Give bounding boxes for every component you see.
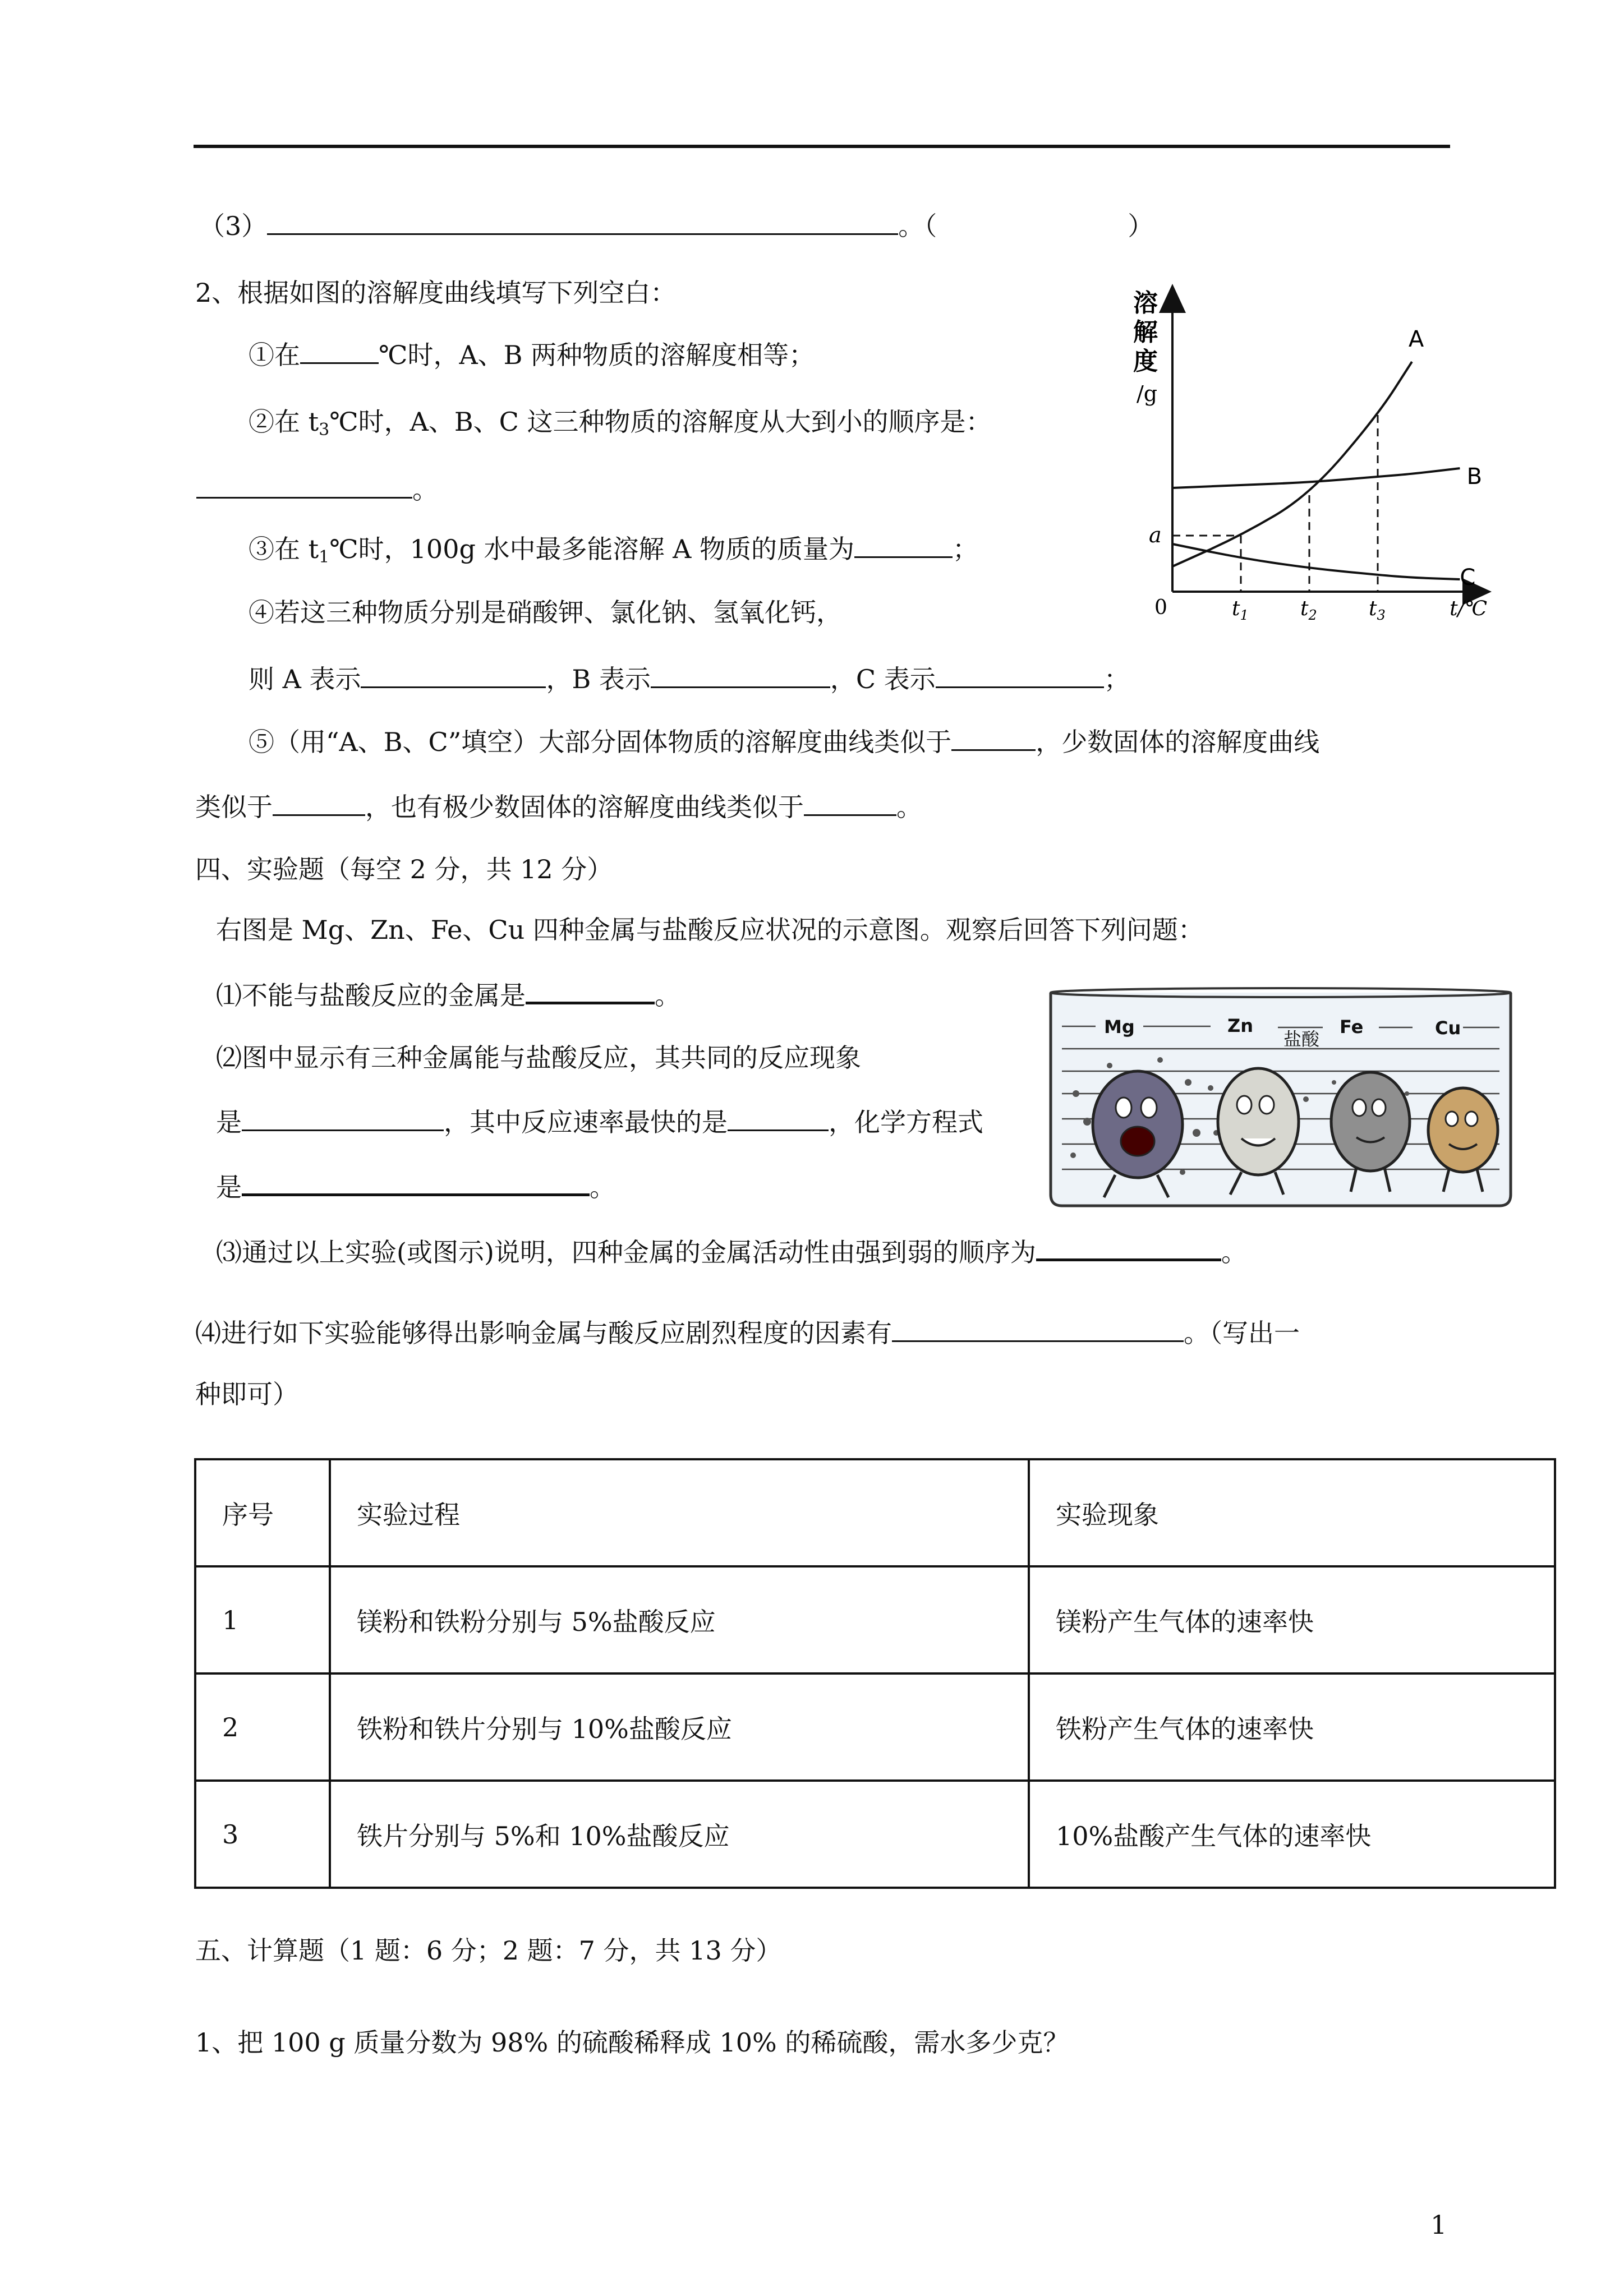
y-label-char: 解	[1133, 318, 1158, 347]
answer-blank[interactable]	[273, 790, 365, 816]
curve-C	[1172, 544, 1460, 579]
header-rule	[194, 145, 1450, 148]
cu-label: Cu	[1435, 1017, 1461, 1039]
answer-blank[interactable]	[361, 662, 546, 688]
metals-in-acid-illustration	[1042, 987, 1519, 1211]
table-header-cell: 序号	[195, 1459, 330, 1566]
table-header-cell: 实验过程	[330, 1459, 1029, 1566]
table-cell: 镁粉和铁粉分别与 5%盐酸反应	[330, 1566, 1029, 1673]
s4-q4: ⑷进行如下实验能够得出影响金属与酸反应剧烈程度的因素有 。（写出一	[195, 1316, 1300, 1350]
mg-label: Mg	[1104, 1016, 1135, 1038]
tick-label: $t_1$	[1232, 597, 1249, 623]
table-cell: 10%盐酸产生气体的速率快	[1029, 1781, 1555, 1888]
answer-blank[interactable]	[728, 1105, 829, 1131]
x-axis-label: t/℃	[1450, 597, 1487, 620]
fe-label: Fe	[1340, 1016, 1364, 1038]
acid-label: 盐酸	[1283, 1029, 1320, 1050]
solubility-chart	[1133, 283, 1492, 642]
s2-item3: ③在 $t_1℃$时，100g 水中最多能溶解 A 物质的质量为 ；	[249, 532, 978, 574]
answer-blank[interactable]	[526, 977, 655, 1004]
table-cell: 铁片分别与 5%和 10%盐酸反应	[330, 1781, 1029, 1888]
answer-blank[interactable]	[267, 209, 898, 235]
q3-line: （3） 。（ ）	[199, 209, 1153, 243]
answer-blank[interactable]	[936, 662, 1104, 688]
s4-title: 四、实验题（每空 2 分，共 12 分）	[195, 854, 613, 884]
s4-q4-cont: 种即可）	[195, 1379, 298, 1409]
zn-label: Zn	[1227, 1015, 1253, 1036]
answer-blank[interactable]	[651, 662, 830, 688]
answer-blank[interactable]	[242, 1105, 444, 1131]
s4-intro: 右图是 Mg、Zn、Fe、Cu 四种金属与盐酸反应状况的示意图。观察后回答下列问题：	[216, 915, 1204, 945]
y-label-char: 溶	[1133, 289, 1158, 317]
table-cell: 3	[195, 1781, 330, 1888]
origin-label: 0	[1154, 596, 1167, 619]
answer-blank[interactable]	[196, 472, 412, 499]
table-cell: 1	[195, 1566, 330, 1673]
s2-item1: ①在 ℃时，A、B 两种物质的溶解度相等；	[249, 338, 815, 372]
a-label: a	[1149, 523, 1162, 547]
s5-title: 五、计算题（1 题：6 分；2 题：7 分，共 13 分）	[195, 1935, 782, 1966]
s2-item5: ⑤（用“A、B、C”填空）大部分固体物质的溶解度曲线类似于 ，少数固体的溶解度曲线	[249, 725, 1319, 759]
tick-label: $t_2$	[1300, 597, 1317, 623]
answer-blank[interactable]	[892, 1316, 1184, 1342]
table-cell: 铁粉产生气体的速率快	[1029, 1673, 1555, 1781]
y-label-unit: /g	[1137, 381, 1158, 406]
answer-blank[interactable]	[804, 790, 896, 816]
tick-label: $t_3$	[1369, 597, 1386, 623]
s4-q2-cont: 是 ，其中反应速率最快的是 ，化学方程式	[216, 1105, 983, 1139]
y-axis-label	[1133, 289, 1158, 406]
table-cell: 镁粉产生气体的速率快	[1029, 1566, 1555, 1673]
answer-blank[interactable]	[300, 338, 379, 364]
table-row	[195, 1781, 1555, 1888]
s2-item4: ④若这三种物质分别是硝酸钾、氯化钠、氢氧化钙，	[249, 597, 842, 628]
s2-title: 2、根据如图的溶解度曲线填写下列空白：	[195, 278, 677, 308]
table-cell: 2	[195, 1673, 330, 1781]
series-label-A: A	[1408, 326, 1424, 352]
page-number: 1	[1430, 2210, 1447, 2240]
guide-lines	[1172, 415, 1378, 592]
table-row	[195, 1673, 1555, 1781]
experiment-table	[194, 1458, 1556, 1889]
answer-blank[interactable]	[854, 532, 953, 558]
answer-blank[interactable]	[951, 725, 1036, 751]
series-label-B: B	[1466, 464, 1483, 490]
y-label-char: 度	[1133, 347, 1158, 376]
s4-q3: ⑶通过以上实验(或图示)说明，四种金属的金属活动性由强到弱的顺序为 。	[216, 1234, 1247, 1269]
s2-item2: ②在 $t_3℃$时，A、B、C 这三种物质的溶解度从大到小的顺序是：	[249, 407, 992, 440]
curve-A	[1172, 362, 1412, 566]
table-row	[195, 1566, 1555, 1673]
answer-blank[interactable]	[1036, 1234, 1221, 1261]
s4-q1: ⑴不能与盐酸反应的金属是 。	[216, 977, 680, 1012]
s2-item5-cont: 类似于 ，也有极少数固体的溶解度曲线类似于 。	[195, 790, 922, 824]
s2-item4-answers: 则 A 表示 ，B 表示 ，C 表示 ；	[249, 662, 1130, 696]
s4-q2: ⑵图中显示有三种金属能与盐酸反应，其共同的反应现象	[216, 1043, 861, 1073]
answer-blank[interactable]	[242, 1169, 590, 1196]
s2-item2-answer: 。	[196, 472, 438, 506]
table-header-cell: 实验现象	[1029, 1459, 1555, 1566]
table-cell: 铁粉和铁片分别与 10%盐酸反应	[330, 1673, 1029, 1781]
s5-q1: 1、把 100 g 质量分数为 98% 的硫酸稀释成 10% 的稀硫酸，需水多少克？	[195, 2027, 1069, 2058]
series-label-C: C	[1460, 565, 1476, 591]
table-header-row	[195, 1459, 1555, 1566]
curves	[1172, 362, 1460, 579]
s4-q2-equation: 是 。	[216, 1169, 615, 1204]
